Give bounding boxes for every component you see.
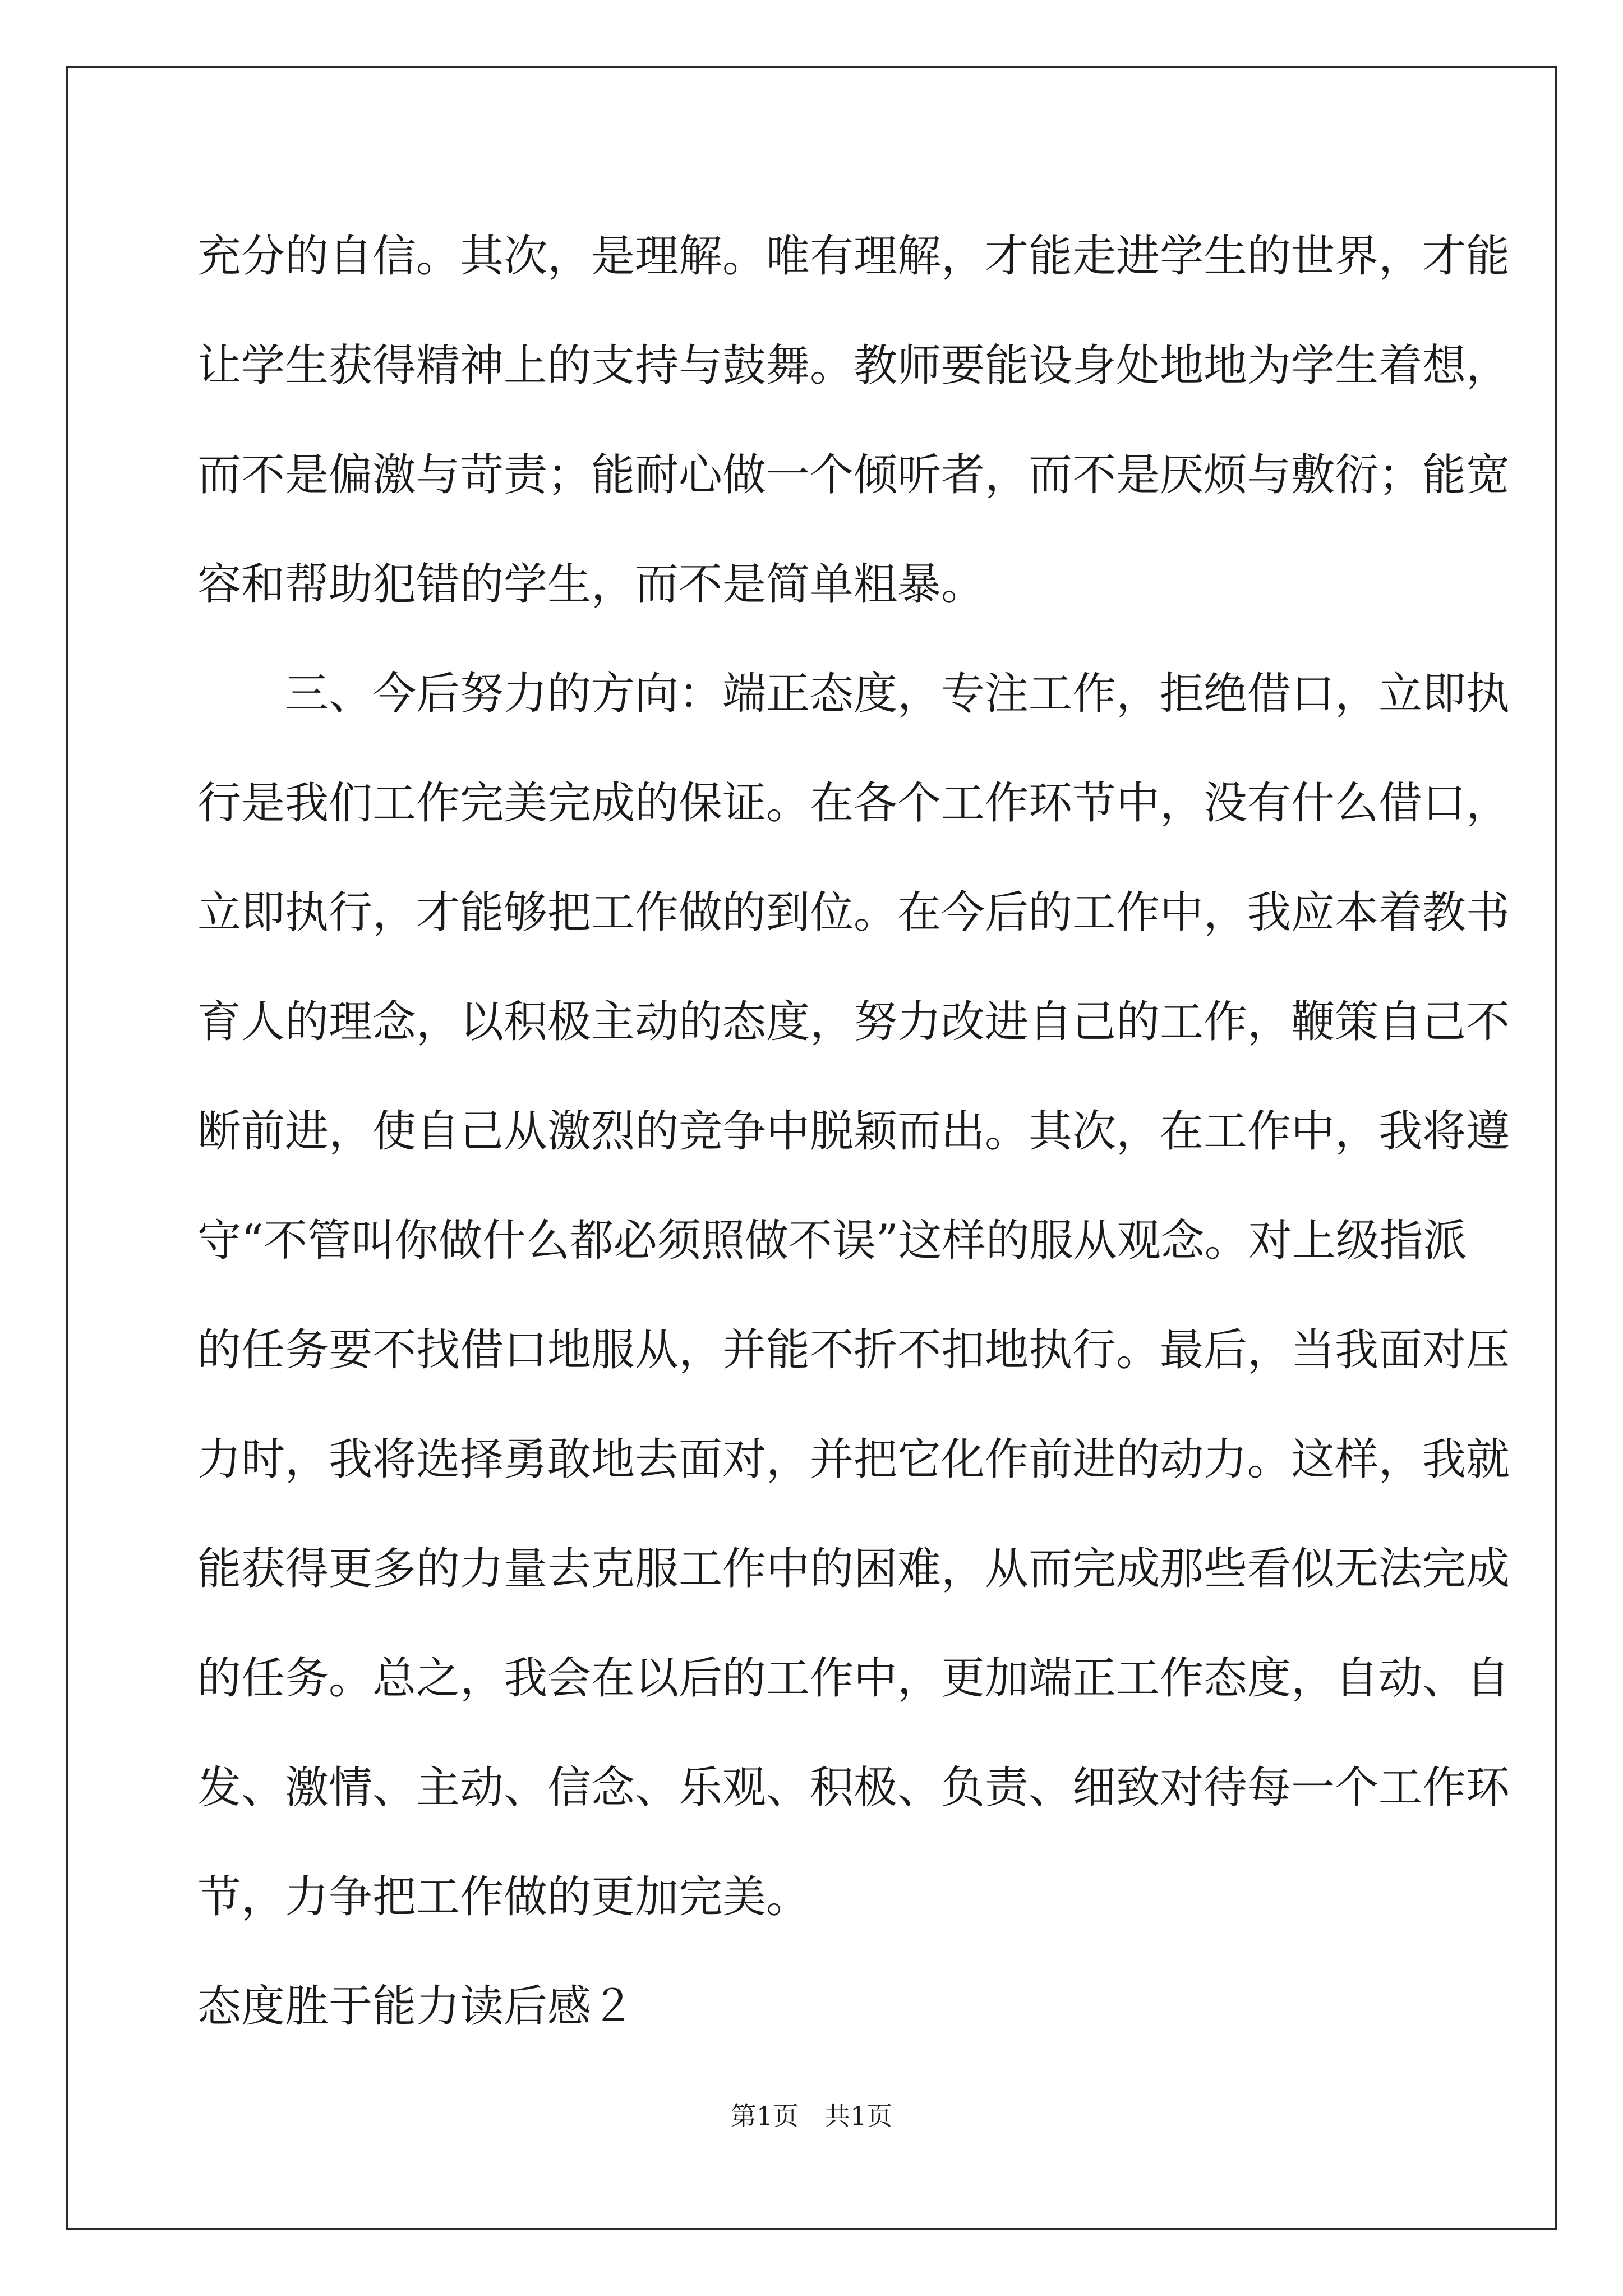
text-line: 发、激情、主动、信念、乐观、积极、负责、细致对待每一个工作环 [197, 1763, 1510, 1813]
page-number: 第1页 共1页 [730, 2101, 893, 2131]
text-line: 能获得更多的力量去克服工作中的困难，从而完成那些看似无法完成 [197, 1544, 1510, 1594]
text-line: 的任务要不找借口地服从，并能不折不扣地执行。最后，当我面对压 [197, 1325, 1510, 1375]
text-line: 节，力争把工作做的更加完美。 [197, 1872, 810, 1922]
document-body [197, 202, 1510, 2062]
text-line: 让学生获得精神上的支持与鼓舞。教师要能设身处地地为学生着想， [197, 341, 1510, 391]
text-line: 容和帮助犯错的学生，而不是简单粗暴。 [197, 559, 985, 610]
text-line: 而不是偏激与苛责；能耐心做一个倾听者，而不是厌烦与敷衍；能宽 [197, 450, 1510, 500]
section-heading: 态度胜于能力读后感２ [197, 1981, 635, 2032]
text-line: 充分的自信。其次，是理解。唯有理解，才能走进学生的世界，才能 [197, 231, 1510, 282]
text-line: 行是我们工作完美完成的保证。在各个工作环节中，没有什么借口， [197, 778, 1510, 829]
text-line: 力时，我将选择勇敢地去面对，并把它化作前进的动力。这样，我就 [197, 1434, 1510, 1485]
text-line: 断前进，使自己从激烈的竞争中脱颖而出。其次，在工作中，我将遵 [197, 1106, 1510, 1157]
text-line: 守“不管叫你做什么都必须照做不误”这样的服从观念。对上级指派 [197, 1216, 1467, 1266]
text-line: 的任务。总之，我会在以后的工作中，更加端正工作态度，自动、自 [197, 1653, 1510, 1704]
text-line: 育人的理念，以积极主动的态度，努力改进自己的工作，鞭策自己不 [197, 997, 1510, 1047]
text-line: 立即执行，才能够把工作做的到位。在今后的工作中，我应本着教书 [197, 887, 1510, 938]
paragraph-first-line: 三、今后努力的方向：端正态度，专注工作，拒绝借口，立即执 [197, 669, 1510, 719]
